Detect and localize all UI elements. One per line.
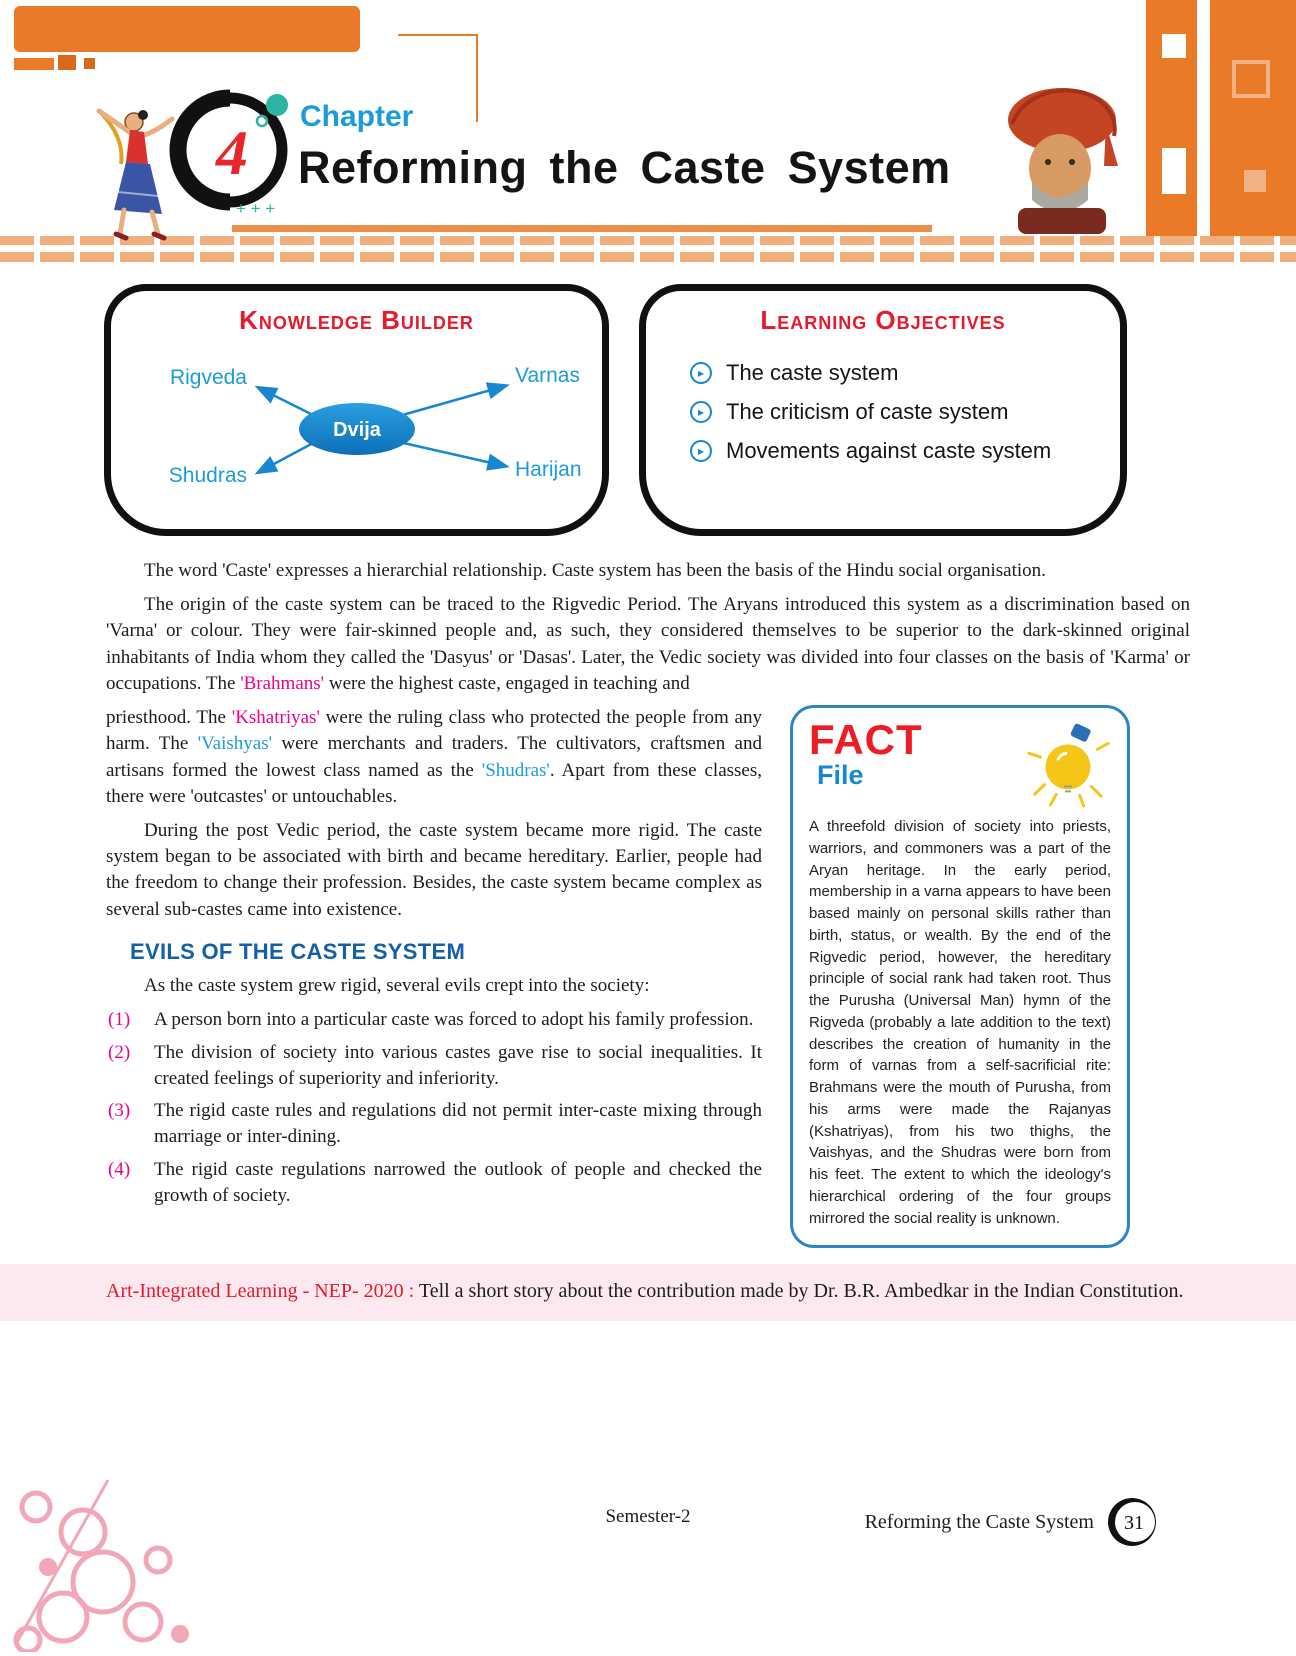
left-text-column (106, 705, 762, 1248)
evils-list (106, 1007, 762, 1209)
knowledge-builder-title: Knowledge Builder (239, 305, 474, 335)
ornament-square (1232, 60, 1270, 98)
page-title: Reforming the Caste System (298, 142, 951, 193)
file-word: File (817, 759, 864, 790)
evils-section-heading: EVILS OF THE CASTE SYSTEM (130, 938, 466, 964)
list-number: (3) (108, 1100, 131, 1122)
paragraph-origin-continued: priesthood. The 'Kshatriyas' were the ruling class who protected the people from any harm. The 'Vaishyas' were merchants and traders. The cultivators, craftsmen and artisans formed the lowest class named as the 'Shudras'. Apart from these classes, there were 'outcastes' or untouchables. (106, 707, 762, 807)
list-number: (1) (108, 1009, 131, 1031)
page-number-badge (1106, 1496, 1158, 1548)
list-number: (4) (108, 1158, 131, 1180)
paragraph-post-vedic: During the post Vedic period, the caste system became more rigid. The caste system began to be associated with birth and became hereditary. Earlier, people had the freedom to change their profession. Besides, the caste system became complex as several sub-castes came into existence. (106, 819, 762, 920)
page-number: 31 (1124, 1512, 1144, 1534)
title-underline-strip (232, 225, 932, 232)
objective-item (690, 360, 1106, 386)
learning-objectives-box (639, 284, 1127, 536)
knowledge-map (117, 336, 597, 516)
map-node-shudras: Shudras (168, 464, 247, 487)
map-center-node: Dvija (332, 419, 381, 441)
learning-objectives-list (690, 360, 1106, 464)
knowledge-builder-box (104, 284, 609, 536)
chapter-number: 4 (216, 117, 248, 188)
fact-file-header (809, 716, 1111, 808)
objective-label: The caste system (726, 360, 899, 385)
list-number: (2) (108, 1041, 131, 1063)
body-text-full-width (106, 558, 1190, 697)
lightbulb-icon (1023, 720, 1111, 808)
arrow-bullet-icon (690, 440, 712, 462)
header-orange-bar (14, 6, 360, 52)
objective-label: The criticism of caste system (726, 399, 1009, 424)
arrow-bullet-icon (690, 401, 712, 423)
header-orange-bar-small (14, 58, 54, 70)
arrow-bullet-icon (690, 362, 712, 384)
ornament-square (1244, 170, 1266, 192)
fact-word: FACT (809, 716, 923, 764)
header-deco-square (84, 58, 95, 69)
page-header (0, 0, 1296, 266)
maze-pattern-band (0, 236, 1296, 262)
semester-label: Semester-2 (605, 1506, 691, 1527)
fact-file-text: A threefold division of society into priests, warriors, and commoners was a part of the Aryan heritage. In the early period, membership in a varna appears to have been based mainly on personal skills rather than birth, status, or wealth. By the end of the Rigvedic period, however, the hereditary principle of social rank had taken root. Thus the Purusha (Universal Man) hymn of the Rigveda (probably a late addition to the text) describes the creation of humanity in the form of varnas from a self-sacrificial rite: Brahmans were the mouth of Purusha, from his arms were made the Rajanyas (Kshatriyas), from his two thighs, the Vaishyas, and the Shudras were born from his feet. The extent to which the ideology's hierarchical ordering of the four groups mirrored the social reality is unknown. (809, 818, 1111, 1227)
list-text: The rigid caste regulations narrowed the outlook of people and checked the growth of society. (154, 1158, 762, 1206)
portrait-icon (1002, 80, 1126, 235)
svg-text:+ + +: + + + (236, 199, 276, 218)
objective-label: Movements against caste system (726, 438, 1052, 463)
evils-intro: As the caste system grew rigid, several evils crept into the society: (144, 975, 650, 997)
ornament-square (1162, 148, 1186, 194)
map-node-rigveda: Rigveda (169, 366, 247, 389)
fact-file-title (809, 716, 923, 791)
ornament-square (1162, 34, 1186, 58)
header-right-ornament (1146, 0, 1296, 238)
chapter-number-badge (168, 86, 298, 221)
map-node-varnas: Varnas (514, 364, 580, 387)
list-text: The rigid caste rules and regulations did not permit inter-caste mixing through marriage or inter-dining. (154, 1100, 762, 1148)
learning-objectives-title: Learning Objectives (760, 305, 1006, 335)
chapter-label: Chapter (300, 100, 414, 133)
top-boxes-row (104, 284, 1296, 536)
right-sidebar-column (790, 705, 1130, 1248)
paragraph-intro: The word 'Caste' expresses a hierarchial relationship. Caste system has been the basis of the Hindu social organisation. (144, 560, 1046, 581)
evils-list-item (106, 1007, 762, 1033)
fact-file-box (790, 705, 1130, 1248)
ail-label: Art-Integrated Learning - NEP- 2020 : (106, 1280, 415, 1303)
evils-list-item (106, 1157, 762, 1209)
paragraph-origin: The origin of the caste system can be traced to the Rigvedic Period. The Aryans introduced this system as a discrimination based on 'Varna' or colour. They were fair-skinned people and, as such, they considered themselves to be superior to the dark-skinned original inhabitants of India whom they called the 'Dasyus' or 'Dasas'. Later, the Vedic society was divided into four classes on the basis of 'Karma' or occupations. The 'Brahmans' were the highest caste, engaged in teaching and (106, 594, 1190, 694)
list-text: A person born into a particular caste was forced to adopt his family profession. (154, 1009, 754, 1031)
objective-item (690, 399, 1106, 425)
map-node-harijan: Harijan (514, 458, 582, 481)
footer-right-group (865, 1496, 1158, 1548)
objective-item (690, 438, 1106, 464)
ail-text: Tell a short story about the contribution made by Dr. B.R. Ambedkar in the Indian Constitution. (414, 1280, 1184, 1303)
footer-chapter-title: Reforming the Caste System (864, 1510, 1094, 1533)
list-text: The division of society into various castes gave rise to social inequalities. It created feelings of superiority and inferiority. (154, 1041, 762, 1089)
ornament-slot (1197, 0, 1210, 238)
two-column-section (106, 705, 1130, 1248)
header-deco-square (58, 55, 76, 70)
corner-circles-ornament (8, 1472, 238, 1652)
evils-list-item (106, 1098, 762, 1150)
evils-list-item (106, 1040, 762, 1092)
art-integrated-learning-strip (0, 1264, 1296, 1321)
